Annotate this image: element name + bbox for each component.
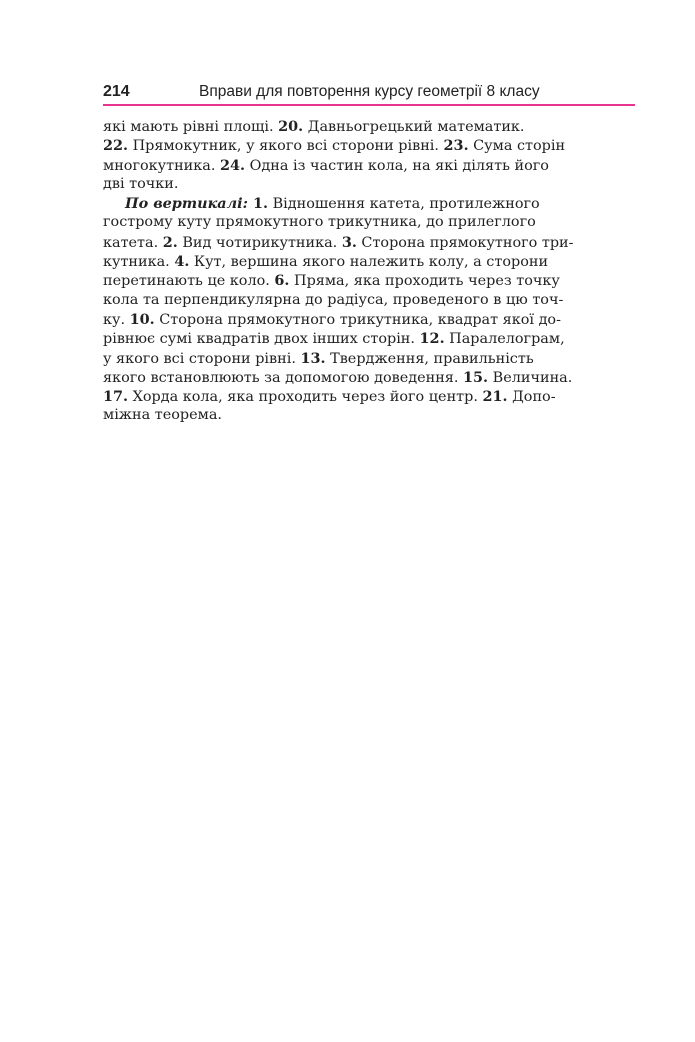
text-line: катета. 2. Вид чотирикутника. 3. Сторона прямокутного три- <box>103 233 574 251</box>
text-line: 22. Прямокутник, у якого всі сторони рівні. 23. Сума сторін <box>103 137 566 155</box>
text-line: перетинають це коло. 6. Пряма, яка проходить через точку <box>103 272 560 290</box>
page-number: 214 <box>103 83 130 100</box>
running-title: Вправи для повторення курсу геометрії 8 класу <box>199 83 540 100</box>
text-line: у якого всі сторони рівні. 13. Твердження, правильність <box>103 349 534 367</box>
text-line: ку. 10. Сторона прямокутного трикутника, квадрат якої до- <box>103 310 561 328</box>
text-line: міжна теорема. <box>103 407 222 424</box>
text-line: якого встановлюють за допомогою доведення. 15. Величина. <box>103 368 573 386</box>
text-line: кутника. 4. Кут, вершина якого належить колу, а сторони <box>103 253 549 271</box>
text-line: дві точки. <box>103 175 179 192</box>
page-header <box>103 80 635 104</box>
text-line: 17. Хорда кола, яка проходить через його центр. 21. Допо- <box>103 388 556 406</box>
text-line: гострому куту прямокутного трикутника, до прилеглого <box>103 214 536 231</box>
text-line: многокутника. 24. Одна із частин кола, на які ділять його <box>103 156 549 174</box>
header-rule <box>103 104 635 106</box>
body-text <box>103 117 635 426</box>
text-line: які мають рівні площі. 20. Давньогрецький математик. <box>103 118 525 135</box>
text-line: По вертикалі: 1. Відношення катета, протилежного <box>125 195 540 213</box>
text-line: кола та перпендикулярна до радіуса, проведеного в цю точ- <box>103 291 564 308</box>
text-line: рівнює сумі квадратів двох інших сторін. 12. Паралелограм, <box>103 330 565 348</box>
vertical-heading: По вертикалі: <box>125 195 248 213</box>
